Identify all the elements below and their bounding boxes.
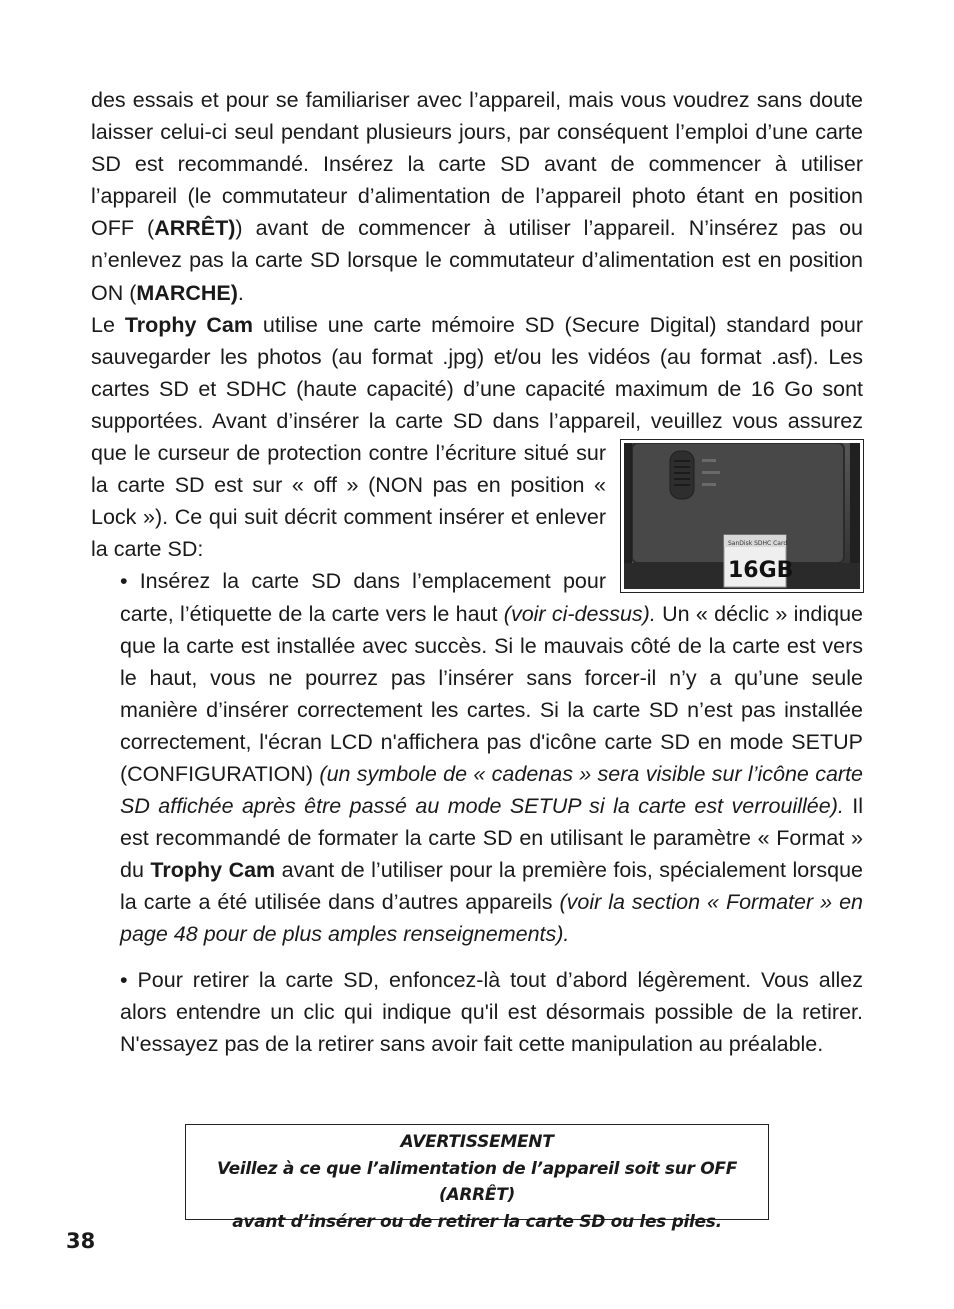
page-body bbox=[91, 84, 863, 1060]
power-switch bbox=[670, 451, 694, 499]
paragraph-sd-card: Le Trophy Cam utilise une carte mémoire SD (Secure Digital) standard pour sauvegarder les photos (au format .jpg) et/ou les vidéos (au format .asf). Les cartes SD et SDHC (haute capacité) d’une capacité maximum de 16 Go sont supportées. Avant d’insérer la carte SD dans l’appareil, SanDisk SDHC Card 16GB veuillez vous assurez que le curseur de protection contre l’écriture situé sur la carte SD est sur « off » (NON pas en position « Lock »). Ce qui suit décrit comment insérer et enlever la carte SD: bbox=[91, 309, 863, 566]
p2-text-before-image: utilise une carte mémoire SD (Secure Digital) standard pour sauvegarder les photos (au format .jpg) et/ou les vidéos (au format .asf). Les cartes SD et SDHC (haute capacité) d’une capacité maximum de 16 Go sont supportées. Avant d’insérer la carte SD dans l’appareil, bbox=[91, 312, 864, 433]
p2-text-beside-image: veuillez vous assurez que le curseur de protection contre l’écriture situé sur la carte SD est sur « off » (NON pas en position « Lock »). Ce qui suit décrit comment insérer et enlever la carte SD: bbox=[91, 408, 863, 562]
spacer bbox=[91, 951, 863, 964]
warning-line-2: avant d’insérer ou de retirer la carte SD ou les piles. bbox=[232, 1211, 722, 1232]
sd-card-slot-photo bbox=[620, 439, 864, 593]
warning-title: AVERTISSEMENT bbox=[400, 1132, 554, 1152]
card-capacity-label: 16GB bbox=[728, 558, 794, 584]
page-number: 38 bbox=[66, 1229, 96, 1253]
paragraph-intro: des essais et pour se familiariser avec l’appareil, mais vous voudrez sans doute laisser celui-ci seul pendant plusieurs jours, par conséquent l’emploi d’une carte SD est recommandé. Insérez la carte SD avant de commencer à utiliser l’appareil (le commutateur d’alimentation de l’appareil photo étant en position OFF (ARRÊT)) avant de commencer à utiliser l’appareil. N’insérez pas ou n’enlevez pas la carte SD lorsque le commutateur d’alimentation est en position ON (MARCHE). bbox=[91, 88, 863, 305]
warning-box bbox=[185, 1124, 769, 1232]
warning-line-1: Veillez à ce que l’alimentation de l’appareil soit sur OFF (ARRÊT) bbox=[216, 1158, 738, 1205]
card-brand-label: SanDisk SDHC Card bbox=[728, 540, 788, 548]
bullet-insert: • Insérez la carte SD dans l’emplacement pour carte, l’étiquette de la carte vers le haut (voir ci-dessus). Un « déclic » indique que la carte est installée avec succès. Si le mauvais côté de la carte est vers le haut, vous ne pourrez pas l’insérer sans forcer-il n’y a qu’une seule manière d’insérer correctement les cartes. Si la carte SD n’est pas installée correctement, l'écran LCD n'affichera pas d'icône carte SD en mode SETUP (CONFIGURATION) (un symbole de « cadenas » sera visible sur l’icône carte SD affichée après être passé au mode SETUP si la carte est verrouillée). Il est recommandé de formater la carte SD en utilisant le paramètre « Format » du Trophy Cam avant de l’utiliser pour la première fois, spécialement lorsque la carte a été utilisée dans d’autres appareils (voir la section « Formater » en page 48 pour de plus amples renseignements). bbox=[120, 569, 863, 947]
bullet-remove: • Pour retirer la carte SD, enfoncez-là tout d’abord légèrement. Vous allez alors entendre un clic qui indique qu'il est désormais possible de la retirer. N'essayez pas de la retirer sans avoir fait cette manipulation au préalable. bbox=[120, 967, 863, 1056]
